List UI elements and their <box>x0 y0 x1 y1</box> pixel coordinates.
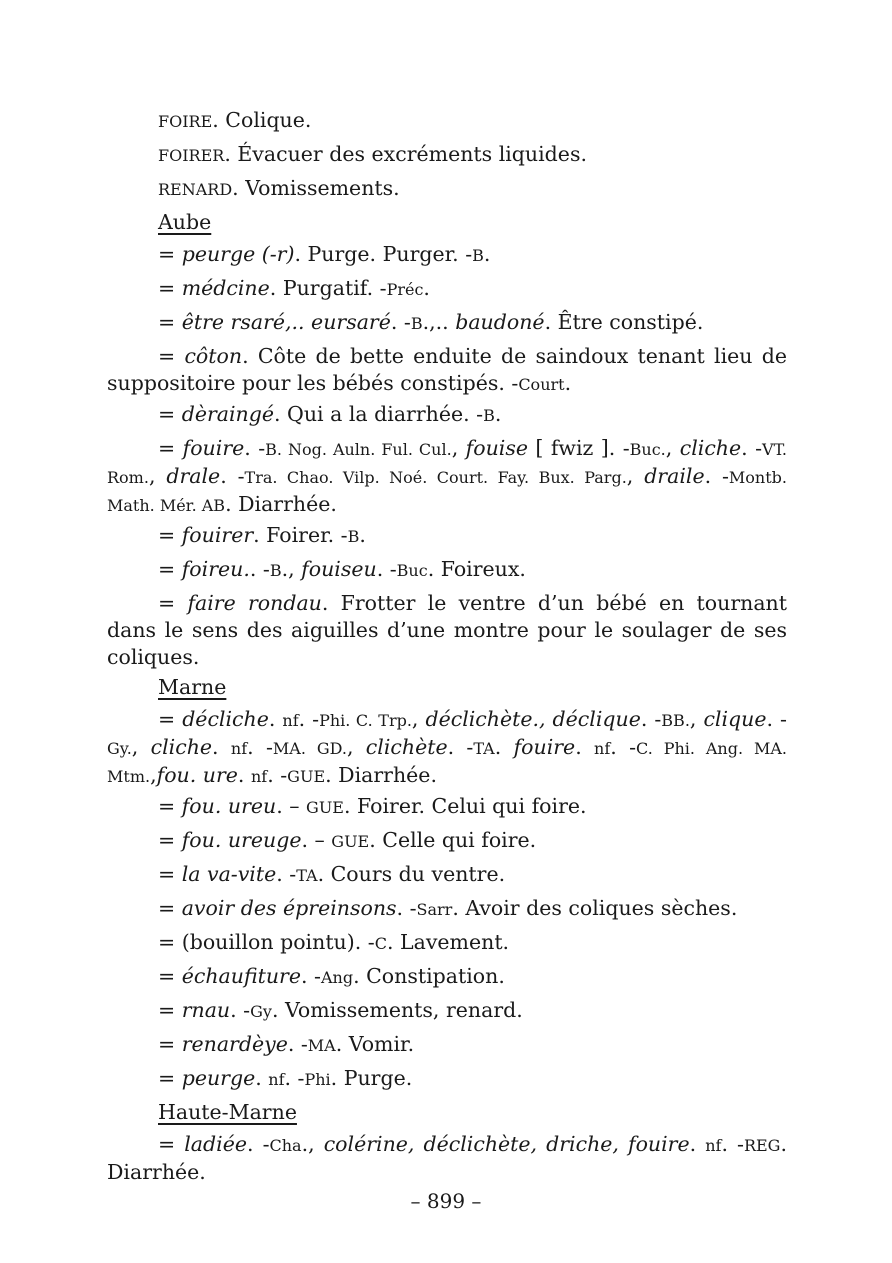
source: Phi <box>304 1070 331 1089</box>
entry-echaufiture <box>107 960 787 994</box>
punct: . - <box>376 557 397 581</box>
entry-la-va-vite <box>107 858 787 892</box>
eq: = <box>158 557 182 581</box>
punct: . <box>494 402 502 426</box>
source: B <box>347 527 360 546</box>
source: MA. GD. <box>272 739 347 758</box>
source: B <box>472 246 484 265</box>
gloss: . Cours du ventre. <box>317 862 506 886</box>
gloss: . Diarrhée. <box>225 492 337 516</box>
punct: . - <box>390 310 411 334</box>
eq: = <box>158 344 185 368</box>
term: baudoné <box>455 310 545 334</box>
eq: = <box>158 896 182 920</box>
term: fouire <box>182 436 245 460</box>
gram: nf <box>282 711 299 730</box>
punct: . - <box>704 464 729 488</box>
eq: = <box>158 998 182 1022</box>
punct: . - <box>246 1132 270 1156</box>
eq: = <box>158 276 182 300</box>
gram: nf <box>268 1070 285 1089</box>
page-body <box>107 104 787 1186</box>
gram: nf <box>230 739 248 758</box>
gloss: . Constipation. <box>353 964 505 988</box>
term: foireu. <box>181 557 250 581</box>
punct: . <box>564 371 572 395</box>
source: TA <box>473 739 495 758</box>
punct: , <box>626 464 645 488</box>
term: la va-vite <box>181 862 277 886</box>
section-heading-aube <box>107 206 787 238</box>
punct: . - <box>640 707 662 731</box>
entry-avoir-des-epreinsons <box>107 892 787 926</box>
term: fou. ureu <box>181 794 277 818</box>
punct: . - <box>287 1032 308 1056</box>
page-number: – 899 – <box>410 1189 482 1213</box>
term: décliche <box>182 707 269 731</box>
punct: , <box>689 707 704 731</box>
term: ladiée <box>184 1132 247 1156</box>
gloss: . Celle qui foire. <box>369 828 537 852</box>
gram: nf <box>594 739 611 758</box>
definition: . Vomissements. <box>232 176 400 200</box>
punct: , <box>411 707 426 731</box>
source: MA <box>307 1036 336 1055</box>
gloss: . Diarrhée. <box>325 763 437 787</box>
punct: , <box>150 763 157 787</box>
source: C. Phi. Ang. MA. Mtm. <box>107 739 787 786</box>
source: GUE <box>287 767 326 786</box>
gram: nf <box>705 1136 722 1155</box>
punct: . - <box>741 436 763 460</box>
entry-renard <box>107 172 787 206</box>
punct: . - <box>721 1132 744 1156</box>
entry-ladiee <box>107 1131 787 1186</box>
gloss: . Foirer. - <box>253 523 348 547</box>
source: GUE <box>306 798 344 817</box>
gloss: . Frotter le ventre d’un bébé en tournant dans le sens des aiguilles d’une montre pour le soulager de ses coliques. <box>107 591 787 669</box>
headword: FOIRER <box>158 146 225 165</box>
gloss: . Qui a la diarrhée. - <box>274 402 484 426</box>
entry-peurge <box>107 238 787 272</box>
section-title: Haute-Marne <box>158 1100 297 1124</box>
punct: . - <box>284 1066 305 1090</box>
source: Buc. <box>629 440 666 459</box>
punct: . - <box>301 964 321 988</box>
gloss: . Foirer. Celui qui foire. <box>343 794 587 818</box>
entry-foireu <box>107 553 787 587</box>
term: faire rondau <box>187 591 322 615</box>
punct: . - <box>230 998 251 1022</box>
source: Préc <box>386 280 424 299</box>
gram: nf <box>250 767 268 786</box>
punct: . - <box>220 464 245 488</box>
punct: . <box>494 735 514 759</box>
eq: = <box>158 310 182 334</box>
eq: = <box>158 964 182 988</box>
term: peurge <box>181 1066 256 1090</box>
punct: , <box>665 436 680 460</box>
punct: , <box>346 735 366 759</box>
entry-fouirer <box>107 519 787 553</box>
punct: , <box>451 436 466 460</box>
punct: ., <box>301 1132 324 1156</box>
punct: .,.. <box>422 310 456 334</box>
section-title: Marne <box>158 675 227 699</box>
punct: . - <box>244 436 266 460</box>
punct: . - <box>396 896 417 920</box>
entry-faire-rondau <box>107 590 787 671</box>
eq: = <box>158 1066 182 1090</box>
term: fou. ureuge <box>181 828 302 852</box>
gloss: . Diarrhée. <box>107 1132 787 1184</box>
source: Phi. C. Trp. <box>319 711 412 730</box>
entry-foire <box>107 104 787 138</box>
entry-fou-ureuge <box>107 824 787 858</box>
phonetic: [ fwiz ]. - <box>527 436 630 460</box>
source: REG <box>743 1136 781 1155</box>
entry-fouire <box>107 435 787 519</box>
term: être rsaré,.. eursaré <box>181 310 391 334</box>
term: fouire <box>513 735 576 759</box>
punct: . – <box>301 828 332 852</box>
term: drale <box>166 464 221 488</box>
gloss: . Lavement. <box>386 930 510 954</box>
definition: . Colique. <box>212 108 312 132</box>
term: dèraingé <box>181 402 274 426</box>
punct: . <box>237 763 251 787</box>
entry-coton <box>107 343 787 398</box>
section-title: Aube <box>158 210 212 234</box>
gloss: . Purge. <box>330 1066 413 1090</box>
term: fouiseu <box>301 557 377 581</box>
entry-decliche <box>107 706 787 790</box>
punct: . - <box>447 735 474 759</box>
source: VT. Rom. <box>107 440 787 487</box>
entry-etre-rsare <box>107 306 787 340</box>
source: Tra. Chao. Vilp. Noé. Court. Fay. Bux. Parg. <box>244 468 627 487</box>
term: fou. ure <box>156 763 238 787</box>
term: clichète <box>365 735 448 759</box>
punct: . - <box>276 862 297 886</box>
gloss: . Côte de bette enduite de saindoux tenant lieu de suppositoire pour les bébés constipés. - <box>107 344 787 395</box>
source: Montb. Math. Mér. AB <box>107 468 787 515</box>
eq: = <box>158 1132 185 1156</box>
eq: = <box>158 862 182 886</box>
eq: = <box>158 707 183 731</box>
source: C <box>374 934 387 953</box>
source: Court <box>518 375 565 394</box>
punct: . - <box>267 763 288 787</box>
punct: . <box>423 276 430 300</box>
entry-rnau <box>107 994 787 1028</box>
eq: = <box>158 242 182 266</box>
term: renardèye <box>181 1032 288 1056</box>
source: B <box>483 406 495 425</box>
punct: . <box>359 523 366 547</box>
section-heading-marne <box>107 671 787 703</box>
eq: = <box>158 436 183 460</box>
punct: . <box>689 1132 706 1156</box>
term: fouise <box>465 436 528 460</box>
gloss: . Purgatif. - <box>269 276 387 300</box>
source: B <box>269 561 282 580</box>
punct: . - <box>247 735 273 759</box>
gloss: . Vomir. <box>335 1032 415 1056</box>
section-heading-haute-marne <box>107 1096 787 1128</box>
term: fouirer <box>181 523 254 547</box>
source: GUE <box>331 832 370 851</box>
eq: = <box>158 591 188 615</box>
eq: = <box>158 794 182 818</box>
definition: . Évacuer des excréments liquides. <box>224 142 587 166</box>
source: TA <box>296 866 318 885</box>
gloss: . Être constipé. <box>544 310 704 334</box>
source: Ang <box>320 968 354 987</box>
punct: ., <box>281 557 302 581</box>
term: cliche <box>150 735 213 759</box>
punct: . <box>483 242 491 266</box>
source: BB. <box>661 711 690 730</box>
entry-medcine <box>107 272 787 306</box>
entry-fou-ureu <box>107 790 787 824</box>
entry-renardeye <box>107 1028 787 1062</box>
entry-deraingee <box>107 398 787 432</box>
gloss: . Purge. Purger. - <box>294 242 473 266</box>
term: côton <box>184 344 243 368</box>
eq: = <box>158 1032 182 1056</box>
punct: . - <box>298 707 320 731</box>
entry-foirer <box>107 138 787 172</box>
term: déclichète., déclique <box>425 707 641 731</box>
term: cliche <box>679 436 742 460</box>
punct: . - <box>249 557 270 581</box>
term: médcine <box>181 276 270 300</box>
gloss: . Vomissements, renard. <box>271 998 523 1022</box>
term: rnau <box>181 998 231 1022</box>
eq: = <box>158 402 182 426</box>
entry-bouillon-pointu <box>107 926 787 960</box>
source: Sarr <box>416 900 453 919</box>
source: B. Nog. Auln. Ful. Cul. <box>265 440 452 459</box>
punct: . <box>255 1066 269 1090</box>
punct: . <box>268 707 283 731</box>
term: avoir des épreinsons <box>181 896 397 920</box>
term: échaufiture <box>181 964 301 988</box>
punct: . - <box>610 735 637 759</box>
punct: . - <box>766 707 787 731</box>
punct: . <box>575 735 595 759</box>
source: B <box>410 314 423 333</box>
source: Gy. <box>107 739 132 758</box>
source: Cha <box>269 1136 302 1155</box>
headword: FOIRE <box>158 112 213 131</box>
eq: = <box>158 523 182 547</box>
punct: , <box>148 464 167 488</box>
eq: = <box>158 828 182 852</box>
source: Gy <box>250 1002 272 1021</box>
gloss: . Foireux. <box>427 557 526 581</box>
term: = (bouillon pointu). - <box>158 930 375 954</box>
term: draile <box>644 464 705 488</box>
entry-peurge-nf <box>107 1062 787 1096</box>
gloss: . Avoir des coliques sèches. <box>452 896 738 920</box>
term: colérine, déclichète, driche, fouire <box>323 1132 690 1156</box>
punct: . <box>212 735 231 759</box>
punct: . – <box>276 794 307 818</box>
source: Buc <box>396 561 428 580</box>
term: clique <box>703 707 767 731</box>
headword: RENARD <box>158 180 233 199</box>
punct: , <box>131 735 151 759</box>
term: peurge (-r) <box>181 242 295 266</box>
